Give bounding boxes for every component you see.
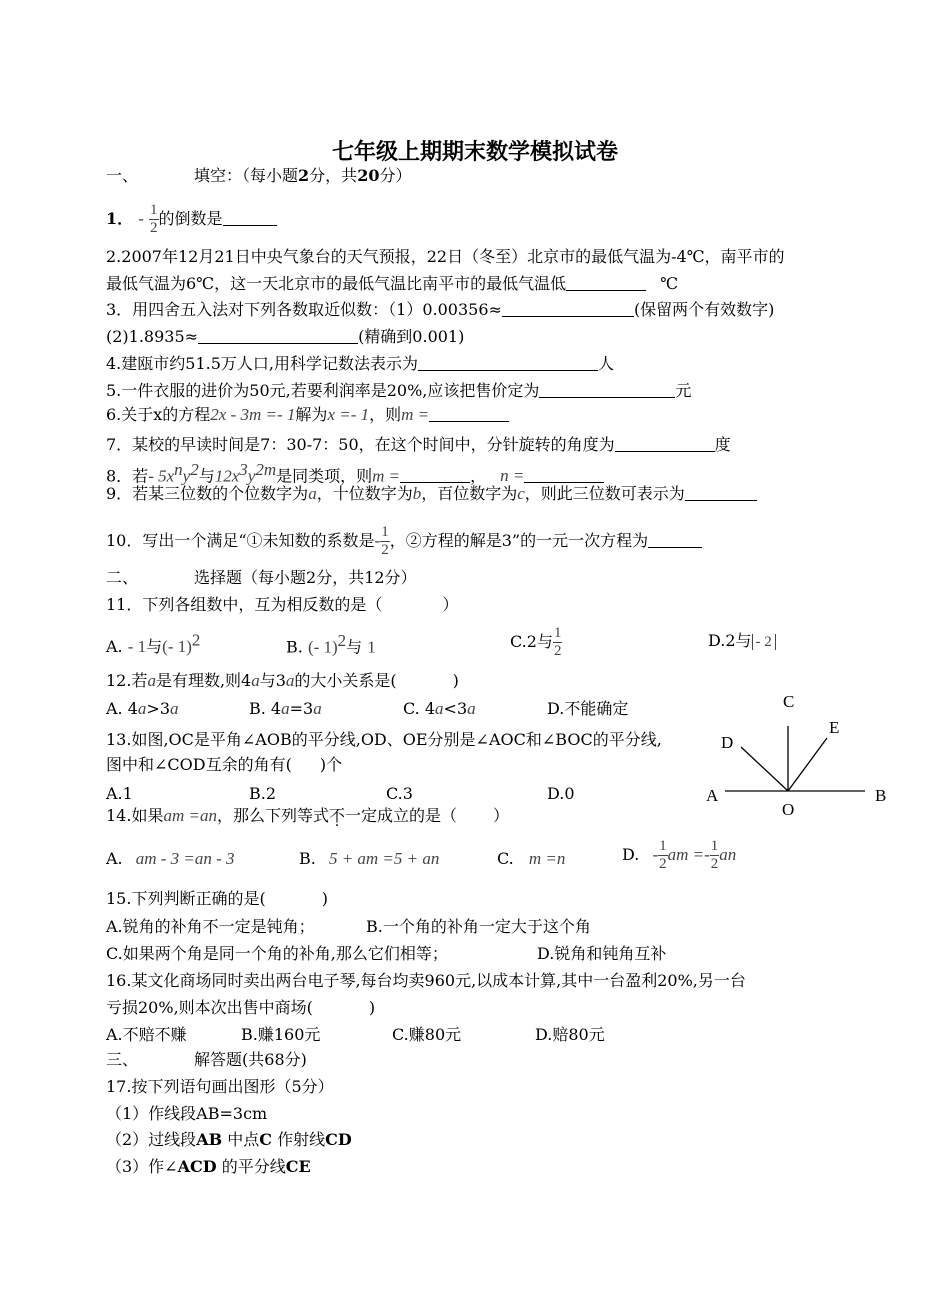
question-text: 10．写出一个满足“①未知数的系数是: [106, 531, 375, 550]
math-variable: a: [147, 671, 156, 690]
math-expression: 1: [367, 637, 376, 657]
point-d-label: D: [721, 733, 734, 752]
math-expression: 5 + am =5 + an: [328, 849, 440, 868]
answer-blank[interactable]: [400, 466, 470, 483]
step-text: 作射线: [277, 1130, 326, 1149]
math-variable: c: [517, 484, 525, 503]
section-text: 2: [298, 166, 310, 185]
answer-blank[interactable]: [539, 381, 675, 398]
answer-blank[interactable]: [524, 466, 604, 483]
fraction: [658, 838, 668, 873]
option-label: A.: [106, 849, 123, 868]
section-text: 选择题（每小题2分，共12分）: [194, 568, 417, 587]
option-text: <3: [443, 699, 468, 718]
option-label: D.: [622, 845, 640, 864]
math-expression: (- 1): [162, 637, 192, 657]
question-text: ）: [442, 595, 459, 614]
option-label: B.: [286, 637, 303, 657]
section-text: 分，共: [309, 166, 358, 185]
ray-oe: [788, 738, 827, 791]
question-text: 最低气温为6℃，这一天北京市的最低气温比南平市的最低气温低: [106, 274, 567, 293]
unit-label: 度: [714, 435, 731, 454]
math-variable: a: [251, 671, 260, 690]
option-d[interactable]: D.赔80元: [535, 1025, 605, 1044]
question-text: 是同类项，则: [276, 466, 373, 486]
option-a[interactable]: [106, 698, 179, 720]
question-text: 6.关于x的方程: [106, 405, 211, 424]
question-text: 与3: [259, 671, 286, 690]
unit-label: 元: [675, 381, 692, 400]
section-text: 20: [357, 166, 380, 185]
question-number: 1．: [106, 209, 134, 228]
question-13-line-2: [106, 754, 342, 776]
option-c[interactable]: [510, 625, 562, 660]
math-variable: b: [412, 484, 422, 503]
question-text: 解为: [295, 405, 328, 424]
option-a[interactable]: A.不赔不赚: [106, 1025, 187, 1044]
option-b[interactable]: [249, 698, 322, 720]
answer-blank[interactable]: [198, 327, 358, 344]
math-sign: -: [138, 209, 144, 228]
question-11-options: [106, 630, 200, 658]
question-text: 14.如果: [106, 806, 164, 825]
question-6: [106, 404, 509, 426]
option-a[interactable]: A.锐角的补角不一定是钝角；: [106, 917, 315, 936]
question-text: 图中和∠COD互余的角有(: [106, 755, 292, 774]
math-expression: m =: [401, 405, 430, 424]
option-a[interactable]: A.1: [106, 784, 133, 803]
question-text: ，则此三位数可表示为: [524, 484, 685, 503]
fraction: [149, 202, 159, 237]
math-expression: 2x - 3m =- 1: [210, 405, 296, 424]
math-variable: a: [435, 699, 444, 718]
denominator: 2: [659, 856, 667, 872]
point-b-label: B: [875, 786, 887, 805]
question-12: [106, 670, 459, 692]
question-text: 一定成立的是（: [344, 806, 457, 825]
question-text: )个: [319, 755, 343, 774]
option-c[interactable]: [497, 848, 565, 870]
absolute-value: - 2: [752, 634, 776, 650]
answer-blank[interactable]: [648, 531, 702, 548]
math-expression: m =n: [528, 849, 566, 868]
question-17-step-3: [106, 1156, 311, 1178]
option-label: C.: [497, 849, 514, 868]
section-1-header: [106, 165, 411, 187]
math-exponent: 2m: [255, 460, 277, 479]
math-expression: am - 3 =an - 3: [135, 849, 235, 868]
question-17-step-1: （1）作线段AB=3cm: [106, 1104, 268, 1123]
math-exponent: 3: [239, 460, 248, 479]
answer-blank[interactable]: [223, 209, 277, 226]
option-c[interactable]: C.3: [386, 784, 413, 803]
answer-blank[interactable]: [502, 300, 634, 317]
angle-figure: [700, 690, 900, 820]
math-variable: a: [313, 699, 322, 718]
option-c[interactable]: C.如果两个角是同一个角的补角,那么它们相等；: [106, 944, 448, 963]
question-15: [106, 888, 328, 910]
question-9: [106, 483, 757, 505]
question-text: ，十位数字为: [316, 484, 413, 503]
question-text: ): [368, 998, 376, 1017]
step-text: CD: [325, 1130, 352, 1149]
question-text: 12.若: [106, 671, 148, 690]
fraction: [380, 524, 390, 559]
step-text: ACD: [177, 1157, 217, 1176]
denominator: 2: [710, 856, 719, 872]
option-label: B. 4: [249, 699, 282, 718]
section-number: 二、: [106, 568, 139, 587]
option-b[interactable]: B.一个角的补角一定大于这个角: [366, 917, 591, 936]
question-text: (2)1.8935≈: [106, 327, 199, 346]
question-7: [106, 434, 731, 456]
question-text: (精确到0.001): [358, 327, 465, 346]
option-d[interactable]: D.锐角和钝角互补: [537, 944, 667, 963]
answer-blank[interactable]: [615, 435, 715, 452]
question-text: 亏损20%,则本次出售中商场(: [106, 998, 313, 1017]
question-3-line-1: [106, 299, 774, 321]
math-expression: am =an: [163, 806, 217, 825]
option-b[interactable]: [299, 848, 439, 870]
question-text: 11．下列各组数中，互为相反数的是（: [106, 595, 383, 614]
denominator: 2: [150, 220, 158, 236]
question-text: 8．若: [106, 466, 149, 486]
option-d[interactable]: D.不能确定: [547, 699, 629, 718]
math-sign: -: [652, 845, 659, 864]
denominator: 2: [381, 542, 389, 558]
math-expression: y: [247, 466, 256, 486]
option-d[interactable]: [622, 838, 736, 873]
math-exponent: n: [174, 460, 183, 479]
math-exponent: 2: [337, 631, 347, 650]
question-2-line-1: 2.2007年12月21日中央气象台的天气预报，22日（冬至）北京市的最低气温为-4℃，南平市的: [106, 247, 785, 266]
option-d[interactable]: [708, 630, 776, 652]
question-text: ，则: [369, 405, 402, 424]
step-text: 的平分线: [221, 1157, 286, 1176]
unit-label: 人: [597, 354, 614, 373]
point-a-label: A: [706, 786, 719, 805]
numerator: 1: [381, 524, 389, 540]
option-b[interactable]: [286, 630, 376, 658]
math-exponent: 2: [190, 460, 199, 479]
math-variable: a: [308, 484, 317, 503]
question-text: 7．某校的早读时间是7：30-7：50，在这个时间中，分针旋转的角度为: [106, 435, 615, 454]
section-number: 一、: [106, 166, 139, 185]
question-2-line-2: [106, 273, 678, 295]
question-17: 17.按下列语句画出图形（5分）: [106, 1077, 334, 1096]
question-text: 4.建瓯市约51.5万人口,用科学记数法表示为: [106, 354, 418, 373]
option-b[interactable]: B.赚160元: [241, 1025, 321, 1044]
point-e-label: E: [829, 718, 840, 737]
numerator: 1: [150, 202, 158, 218]
math-expression: an: [719, 845, 737, 864]
numerator: 1: [553, 625, 562, 641]
section-3-header: [106, 1049, 307, 1071]
emphasis-text: 不: [328, 806, 345, 825]
question-16-line-1: 16.某文化商场同时卖出两台电子琴,每台均卖960元,以成本计算,其中一台盈利20%,另一台: [106, 971, 746, 990]
option-a[interactable]: [106, 848, 235, 870]
question-1: [106, 202, 277, 237]
math-expression: - 5x: [148, 466, 175, 486]
answer-blank[interactable]: [566, 274, 646, 291]
step-text: （3）作∠: [106, 1157, 178, 1176]
math-exponent: 2: [191, 631, 201, 650]
numerator: 1: [710, 838, 719, 854]
option-label: C.2与: [510, 632, 553, 651]
option-label: D.2与: [708, 631, 752, 650]
math-variable: a: [170, 699, 179, 718]
question-3-line-2: [106, 326, 464, 348]
question-16-line-2: [106, 997, 375, 1019]
numerator: 1: [659, 838, 667, 854]
question-text: 是有理数,则4: [155, 671, 252, 690]
math-variable: a: [285, 671, 295, 690]
question-10: [106, 524, 702, 559]
question-text: ，②方程的解是3”的一元一次方程为: [389, 531, 649, 550]
step-text: C: [259, 1130, 272, 1149]
option-label: A.: [106, 637, 123, 657]
step-text: （2）过线段: [106, 1130, 197, 1149]
page-title: 七年级上期期末数学模拟试卷: [331, 139, 618, 165]
question-text: 9．若某三位数的个位数字为: [106, 484, 309, 503]
question-text: ): [321, 889, 328, 908]
math-sign: -: [374, 531, 381, 550]
point-c-label: C: [783, 692, 795, 711]
option-d[interactable]: D.0: [547, 784, 575, 803]
question-text: ，: [470, 466, 487, 486]
option-c[interactable]: C.赚80元: [392, 1025, 462, 1044]
option-a[interactable]: [106, 631, 201, 657]
ray-od: [741, 747, 788, 791]
question-17-step-2: [106, 1129, 352, 1151]
unit-label: ℃: [660, 274, 678, 293]
math-expression: n =: [500, 466, 525, 486]
section-text: 解答题(共68分): [194, 1050, 307, 1069]
section-text: 分）: [379, 166, 412, 185]
math-expression: 12x: [214, 466, 240, 486]
question-text: 的大小关系是(: [294, 671, 397, 690]
section-number: 三、: [106, 1050, 139, 1069]
math-expression: x =- 1: [327, 405, 370, 424]
step-text: AB: [196, 1130, 223, 1149]
answer-blank[interactable]: [429, 405, 509, 422]
option-text: >3: [146, 699, 170, 718]
question-text: ，那么下列等式: [216, 806, 329, 825]
question-text: (保留两个有效数字): [633, 300, 775, 319]
section-2-header: [106, 567, 417, 589]
math-expression: m =: [372, 466, 401, 486]
option-label: C. 4: [403, 699, 436, 718]
step-text: CE: [285, 1157, 311, 1176]
denominator: 2: [553, 643, 562, 659]
math-expression: (- 1): [307, 637, 338, 657]
question-4: [106, 353, 614, 375]
option-label: B.: [299, 849, 316, 868]
step-text: 中点: [227, 1130, 260, 1149]
math-variable: a: [467, 699, 476, 718]
option-text: 与: [146, 637, 163, 657]
question-text: ): [452, 671, 459, 690]
math-expression: - 1: [127, 637, 147, 657]
option-label: A. 4: [106, 699, 138, 718]
question-5: [106, 380, 691, 402]
point-o-label: O: [782, 800, 795, 819]
math-expression: y: [182, 466, 191, 486]
math-variable: a: [281, 699, 290, 718]
answer-blank[interactable]: [418, 354, 598, 371]
question-text: 15.下列判断正确的是(: [106, 889, 266, 908]
question-11: [106, 594, 458, 616]
option-c[interactable]: [403, 698, 476, 720]
section-text: 填空：（每小题: [194, 166, 299, 185]
math-variable: a: [137, 699, 147, 718]
answer-blank[interactable]: [685, 484, 757, 501]
question-text: 5.一件衣服的进价为50元,若要利润率是20%,应该把售价定为: [106, 381, 540, 400]
fraction: [710, 838, 720, 873]
fraction: [553, 625, 563, 660]
option-text: 与: [346, 637, 363, 657]
option-text: =3: [289, 699, 314, 718]
question-text: ）: [493, 806, 510, 825]
math-expression: am =-: [667, 845, 710, 864]
question-14: [106, 805, 509, 827]
question-13-line-1: 13.如图,OC是平角∠AOB的平分线,OD、OE分别是∠AOC和∠BOC的平分线,: [106, 730, 662, 749]
question-text: 的倒数是: [158, 209, 223, 228]
question-text: ，百位数字为: [421, 484, 518, 503]
question-text: 与: [198, 466, 215, 486]
option-b[interactable]: B.2: [249, 784, 277, 803]
question-text: 3．用四舍五入法对下列各数取近似数：（1）0.00356≈: [106, 300, 502, 319]
